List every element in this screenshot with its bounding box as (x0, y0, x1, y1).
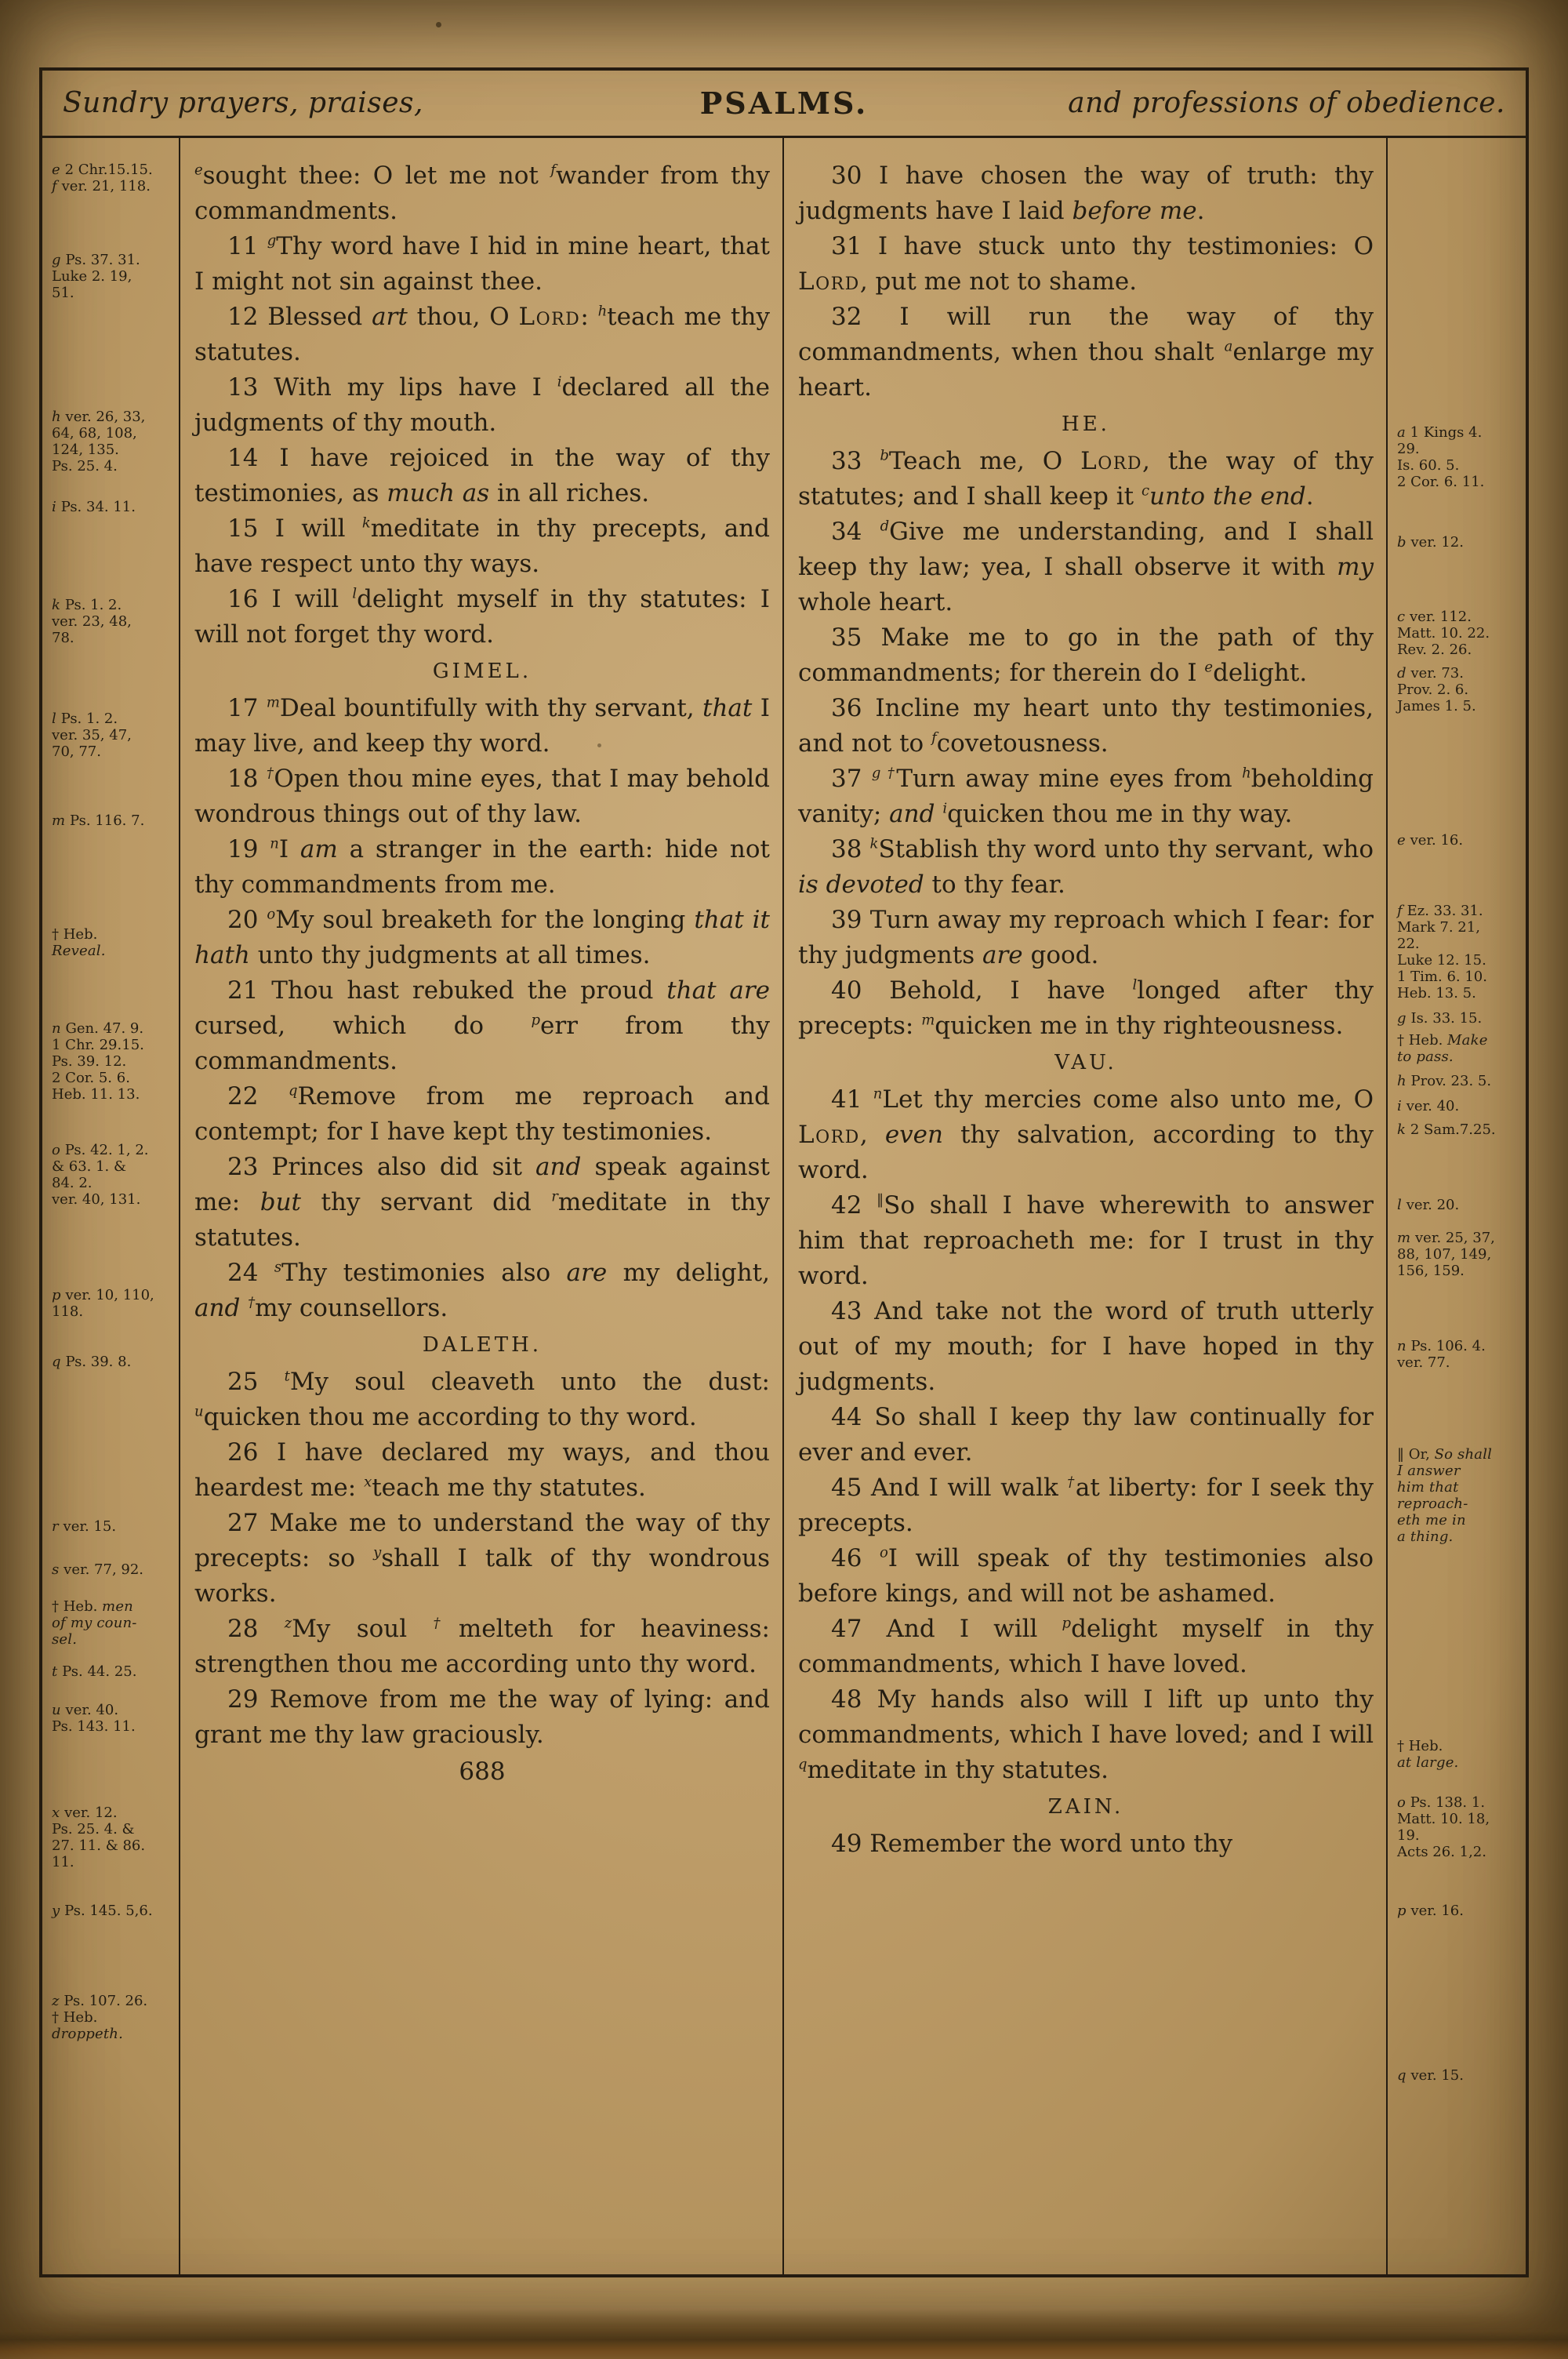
verse-paragraph: 16 I will $^l$delight myself in thy statutes: I will not forget thy word. (194, 585, 770, 649)
verse-paragraph: 48 My hands also will I lift up unto thy commandments, which I have loved; and I will $^q$meditate in thy statutes. (798, 1685, 1374, 1784)
margin-note: k 2 Sam.7.25. (1397, 1121, 1496, 1138)
margin-note: q Ps. 39. 8. (52, 1354, 132, 1370)
verse-paragraph: 30 I have chosen the way of truth: thy judgments have I laid before me. (798, 162, 1374, 225)
verse-paragraph: 12 Blessed art thou, O Lord: $^h$teach me thy statutes. (194, 303, 770, 366)
verse-paragraph: 11 $^g$Thy word have I hid in mine heart, that I might not sin against thee. (194, 232, 770, 296)
verse-paragraph: 31 I have stuck unto thy testimonies: O Lord, put me not to shame. (798, 232, 1374, 296)
verse-paragraph: 13 With my lips have I $^i$declared all the judgments of thy mouth. (194, 373, 770, 437)
running-header (42, 71, 1526, 138)
verse-paragraph: 27 Make me to understand the way of thy precepts: so $^y$shall I talk of thy wondrous works. (194, 1509, 771, 1608)
margin-note: m ver. 25, 37, 88, 107, 149, 156, 159. (1397, 1230, 1495, 1279)
margin-note: b ver. 12. (1397, 534, 1464, 551)
margin-note: y Ps. 145. 5,6. (52, 1903, 153, 1919)
margin-note: n Gen. 47. 9. 1 Chr. 29.15. Ps. 39. 12. 2 Cor. 5. 6. Heb. 11. 13. (52, 1020, 144, 1103)
margin-note: ‖ Or, So shall I answer him that reproach- eth me in a thing. (1397, 1446, 1493, 1545)
verse-paragraph: 39 Turn away my reproach which I fear: for thy judgments are good. (798, 906, 1374, 969)
verse-paragraph: 46 $^o$I will speak of thy testimonies also before kings, and will not be ashamed. (798, 1544, 1374, 1608)
ink-speck (436, 22, 441, 27)
page-border-frame (39, 67, 1529, 2277)
verse-paragraph: 20 $^o$My soul breaketh for the longing that it hath unto thy judgments at all times. (194, 906, 770, 969)
verse-paragraph: 34 $^d$Give me understanding, and I shall keep thy law; yea, I shall observe it with my whole heart. (798, 518, 1374, 616)
verse-paragraph: 26 I have declared my ways, and thou heardest me: $^x$teach me thy statutes. (194, 1438, 770, 1502)
verse-paragraph: $^e$sought thee: O let me not $^f$wander from thy commandments. (194, 162, 770, 225)
verse-paragraph: 35 Make me to go in the path of thy commandments; for therein do I $^e$delight. (798, 623, 1374, 687)
section-heading: HE. (1062, 413, 1110, 436)
verse-paragraph: 33 $^b$Teach me, O Lord, the way of thy statutes; and I shall keep it $^c$unto the end. (798, 447, 1374, 511)
margin-note: t Ps. 44. 25. (52, 1663, 137, 1680)
header-title: PSALMS. (699, 85, 869, 121)
verse-paragraph: 32 I will run the way of thy commandments, when thou shalt $^a$enlarge my heart. (798, 303, 1374, 402)
margin-note: e 2 Chr.15.15. f ver. 21, 118. (52, 162, 153, 194)
verse-paragraph: 21 Thou hast rebuked the proud that are cursed, which do $^p$err from thy commandments. (194, 976, 770, 1075)
verse-paragraph: 25 $^t$My soul cleaveth unto the dust: $^u$quicken thou me according to thy word. (194, 1368, 770, 1431)
verse-paragraph: 36 Incline my heart unto thy testimonies, and not to $^f$covetousness. (798, 694, 1374, 758)
section-heading: DALETH. (422, 1333, 543, 1357)
margin-note: † Heb. men of my coun- sel. (52, 1598, 137, 1648)
margin-note: u ver. 40. Ps. 143. 11. (52, 1702, 136, 1735)
left-text-column (180, 138, 784, 2274)
right-text-column (784, 138, 1388, 2274)
margin-note: † Heb. Make to pass. (1397, 1032, 1488, 1065)
margin-note: o Ps. 138. 1. Matt. 10. 18, 19. Acts 26. 1,2. (1397, 1794, 1490, 1860)
margin-note: p ver. 10, 110, 118. (52, 1287, 154, 1320)
margin-note: o Ps. 42. 1, 2. & 63. 1. & 84. 2. ver. 40, 131. (52, 1142, 149, 1208)
margin-note: c ver. 112. Matt. 10. 22. Rev. 2. 26. (1397, 609, 1490, 658)
verse-paragraph: 22 $^q$Remove from me reproach and contempt; for I have kept thy testimonies. (194, 1082, 770, 1146)
verse-paragraph: 44 So shall I keep thy law continually for ever and ever. (798, 1403, 1374, 1467)
margin-note: i Ps. 34. 11. (52, 499, 136, 515)
page-number: 688 (459, 1757, 506, 1786)
margin-note: r ver. 15. (52, 1518, 117, 1535)
margin-note: g Ps. 37. 31. Luke 2. 19, 51. (52, 252, 140, 301)
verse-paragraph: 28 $^z$My soul †melteth for heaviness: strengthen thou me according unto thy word. (194, 1615, 771, 1678)
page-content (42, 138, 1526, 2274)
margin-note: q ver. 15. (1397, 2067, 1464, 2084)
margin-note: k Ps. 1. 2. ver. 23, 48, 78. (52, 597, 132, 646)
margin-note: l Ps. 1. 2. ver. 35, 47, 70, 77. (52, 711, 132, 760)
left-margin-notes (42, 138, 180, 2274)
verse-paragraph: 43 And take not the word of truth utterly out of my mouth; for I have hoped in thy judgments. (798, 1297, 1374, 1396)
margin-note: z Ps. 107. 26. † Heb. droppeth. (52, 1993, 148, 2042)
section-heading: VAU. (1054, 1051, 1117, 1074)
verse-paragraph: 37 $^{g \dagger}$Turn away mine eyes from $^h$beholding vanity; and $^i$quicken thou me in thy way. (798, 765, 1374, 828)
section-heading: ZAIN. (1047, 1795, 1124, 1819)
verse-paragraph: 40 Behold, I have $^l$longed after thy precepts: $^m$quicken me in thy righteousness. (798, 976, 1374, 1040)
header-left-caption: Sundry prayers, praises, (63, 87, 423, 119)
header-right-caption: and professions of obedience. (1068, 87, 1505, 119)
margin-note: f Ez. 33. 31. Mark 7. 21, 22. Luke 12. 15. 1 Tim. 6. 10. Heb. 13. 5. (1397, 903, 1487, 1001)
verse-paragraph: 41 $^n$Let thy mercies come also unto me, O Lord, even thy salvation, according to thy word. (798, 1085, 1374, 1184)
verse-paragraph: 19 $^n$I am a stranger in the earth: hide not thy commandments from me. (194, 835, 770, 899)
verse-paragraph: 29 Remove from me the way of lying: and grant me thy law graciously. (194, 1685, 770, 1749)
right-margin-notes (1388, 138, 1526, 2274)
verse-paragraph: 17 $^m$Deal bountifully with thy servant, that I may live, and keep thy word. (194, 694, 770, 758)
margin-note: m Ps. 116. 7. (52, 812, 145, 829)
verse-paragraph: 47 And I will $^p$delight myself in thy commandments, which I have loved. (798, 1615, 1374, 1678)
margin-note: h ver. 26, 33, 64, 68, 108, 124, 135. Ps. 25. 4. (52, 409, 146, 474)
margin-note: d ver. 73. Prov. 2. 6. James 1. 5. (1397, 665, 1476, 714)
margin-note: n Ps. 106. 4. ver. 77. (1397, 1338, 1486, 1371)
verse-paragraph: 23 Princes also did sit and speak against me: but thy servant did $^r$meditate in thy statutes. (194, 1153, 770, 1252)
margin-note: i ver. 40. (1397, 1098, 1460, 1114)
verse-paragraph: 24 $^s$Thy testimonies also are my delight, and †my counsellors. (194, 1259, 770, 1322)
margin-note: † Heb. Reveal. (52, 926, 106, 959)
verse-paragraph: 14 I have rejoiced in the way of thy testimonies, as much as in all riches. (194, 444, 770, 507)
verse-paragraph: 49 Remember the word unto thy (831, 1830, 1233, 1858)
section-heading: GIMEL. (432, 660, 532, 683)
margin-note: e ver. 16. (1397, 832, 1464, 849)
margin-note: p ver. 16. (1397, 1903, 1464, 1919)
margin-note: h Prov. 23. 5. (1397, 1073, 1492, 1089)
verse-paragraph: 15 I will $^k$meditate in thy precepts, and have respect unto thy ways. (194, 514, 770, 578)
verse-paragraph: 18 †Open thou mine eyes, that I may behold wondrous things out of thy law. (194, 765, 771, 828)
margin-note: a 1 Kings 4. 29. Is. 60. 5. 2 Cor. 6. 11. (1397, 424, 1485, 490)
margin-note: s ver. 77, 92. (52, 1561, 144, 1578)
margin-note: † Heb. at large. (1397, 1738, 1459, 1771)
verse-paragraph: 42 ‖So shall I have wherewith to answer him that reproacheth me: for I trust in thy word. (798, 1191, 1374, 1290)
margin-note: g Is. 33. 15. (1397, 1010, 1483, 1027)
margin-note: l ver. 20. (1397, 1197, 1460, 1213)
page-bottom-edge (0, 2309, 1568, 2359)
verse-paragraph: 38 $^k$Stablish thy word unto thy servant, who is devoted to thy fear. (798, 835, 1374, 899)
margin-note: x ver. 12. Ps. 25. 4. & 27. 11. & 86. 11. (52, 1805, 146, 1870)
verse-paragraph: 45 And I will walk †at liberty: for I seek thy precepts. (798, 1474, 1374, 1537)
